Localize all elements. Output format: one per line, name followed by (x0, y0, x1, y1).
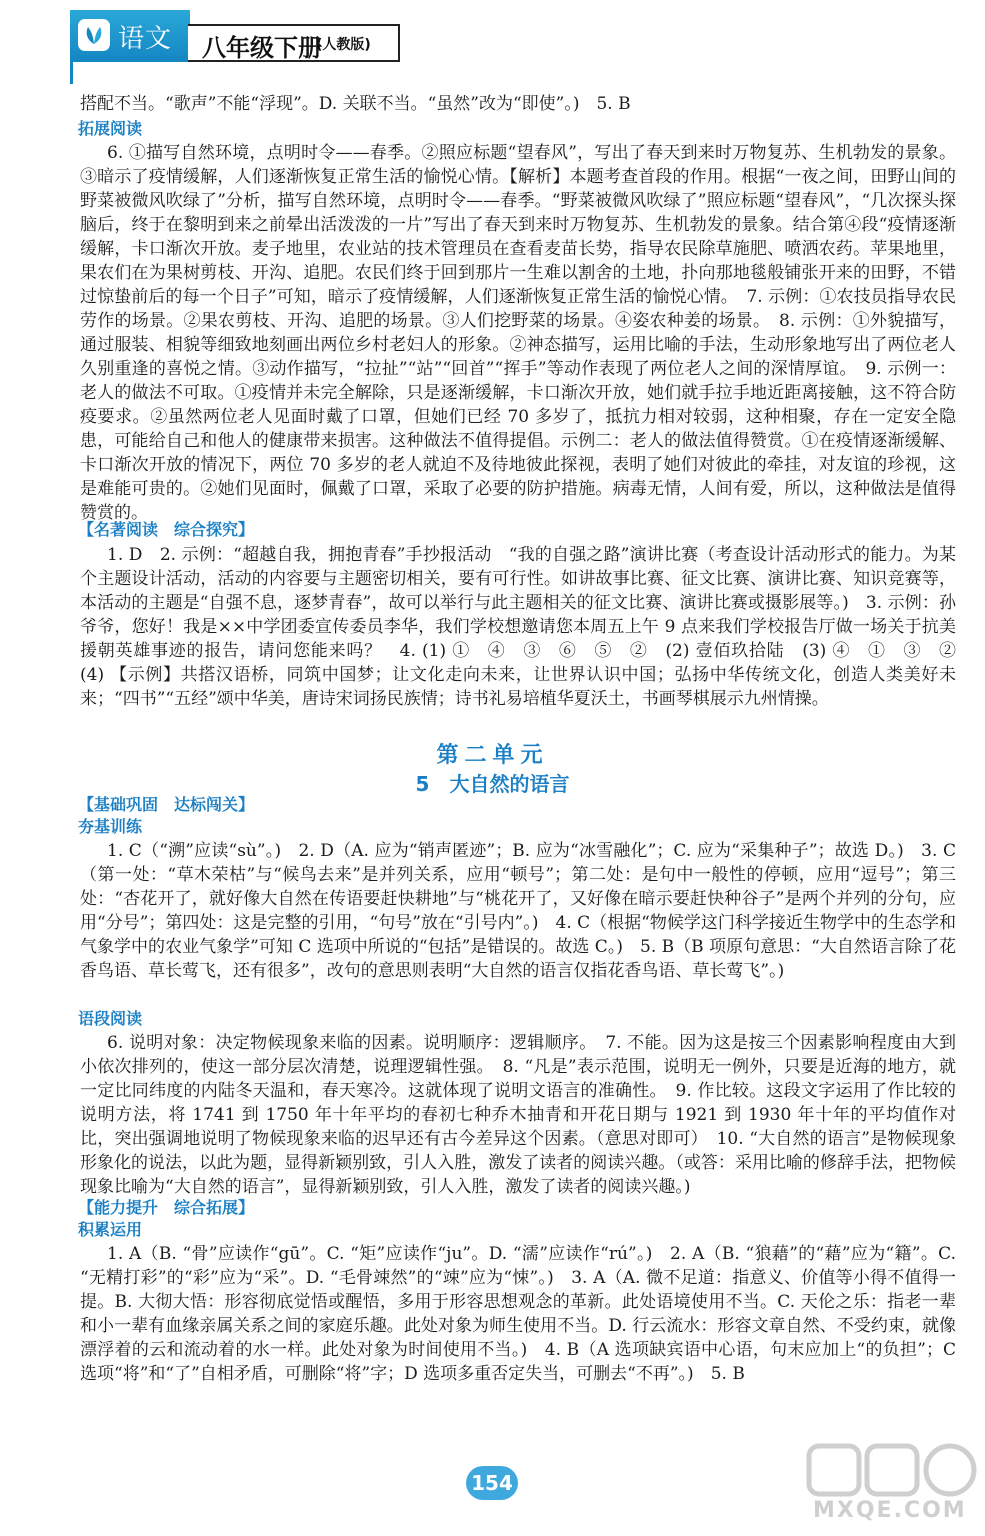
section-label-passage-reading: 语段阅读 (78, 1009, 143, 1028)
page-number: 154 (466, 1466, 518, 1500)
section-label-basics: 【基础巩固 达标闯关】 (78, 795, 255, 814)
watermark-text: MXQE.COM (813, 1498, 967, 1523)
answer-paragraph: 搭配不当。“歌声”不能“浮现”。D. 关联不当。“虽然”改为“即使”。) 5. B (80, 94, 631, 114)
section-label-training: 夯基训练 (78, 817, 143, 836)
answer-paragraph: 1. A（B. “骨”应读作“gū”。C. “矩”应读作“ju”。D. “濡”应读作“rú”。) 2. A（B. “狼藉”的“藉”应为“籍”。C. “无精打彩”的“彩”应为“采”。D. “毛骨竦然”的“竦”应为“悚”。) 3. A（A. 微不足道：指意义、价值等小得不值得一提。B. 大彻大悟：形容彻底觉悟或醒悟，多用于形容思想观念的革新。此处语境使用不当。C. 天伦之乐：指老一辈和小一辈有血缘亲属关系之间的家庭乐趣。此处对象为师生使用不当。D. 行云流水：形容文章自然、不受约束，就像漂浮着的云和流动着的水一样。此处对象为时间使用不当。) 4. B（A 选项缺宾语中心语，句末应加上“的负担”；C 选项“将”和“了”自相矛盾，可删除“将”字；D 选项多重否定失当，可删去“不再”。) 5. B (80, 1244, 956, 1384)
section-label-accumulation: 积累运用 (78, 1220, 143, 1239)
section-label-classics-reading: 【名著阅读 综合探究】 (78, 520, 255, 539)
subject-label: 语文 (118, 24, 173, 54)
unit-title: 第二单元 (436, 743, 549, 768)
answer-paragraph: 6. ①描写自然环境，点明时令——春季。②照应标题“望春风”，写出了春天到来时万物复苏、生机勃发的景象。③暗示了疫情缓解，人们逐渐恢复正常生活的愉悦心情。【解析】本题考查首段的作用。根据“一夜之间，田野山间的野菜被微风吹绿了”分析，描写自然环境，点明时令——春季。“野菜被微风吹绿了”照应标题“望春风”，“几次探头探脑后，终于在黎明到来之前晕出活泼泼的一片”写出了春天到来时万物复苏、生机勃发的景象。结合第④段“疫情逐渐缓解，卡口渐次开放。麦子地里，农业站的技术管理员在查看麦苗长势，指导农民除草施肥、喷洒农药。苹果地里，果农们在为果树剪枝、开沟、追肥。农民们终于回到那片一生难以割舍的土地，扑向那地毯般铺张开来的田野，不错过惊蛰前后的每一个日子”可知，暗示了疫情缓解，人们逐渐恢复正常生活的愉悦心情。 7. 示例：①农技员指导农民劳作的场景。②果农剪枝、开沟、追肥的场景。③人们挖野菜的场景。④姿农种姜的场景。 8. 示例：①外貌描写，通过服装、相貌等细致地刻画出两位乡村老妇人的形象。②神态描写，运用比喻的手法，生动形象地写出了两位老人久别重逢的喜悦之情。③动作描写，“拉扯”“站”“回首”“挥手”等动作表现了两位老人之间的深情厚谊。 9. 示例一：老人的做法不可取。①疫情并未完全解除，只是逐渐缓解，卡口渐次开放，她们就手拉手地近距离接触，这不符合防疫要求。②虽然两位老人见面时戴了口罩，但她们已经 70 多岁了，抵抗力相对较弱，这种相聚，存在一定安全隐患，可能给自己和他人的健康带来损害。这种做法不值得提倡。示例二：老人的做法值得赞赏。①在疫情逐渐缓解、卡口渐次开放的情况下，两位 70 多岁的老人就迫不及待地彼此探视，表明了她们对彼此的牵挂，对友谊的珍视，这是难能可贵的。②她们见面时，佩戴了口罩，采取了必要的防护措施。病毒无情，人间有爱，所以，这种做法是值得赞赏的。 (80, 143, 956, 523)
lesson-title: 5 大自然的语言 (415, 772, 570, 796)
edition-label: (人教版) (316, 37, 371, 53)
watermark-logo-icon (805, 1440, 980, 1500)
answer-paragraph: 1. D 2. 示例：“超越自我，拥抱青春”手抄报活动 “我的自强之路”演讲比赛（考查设计活动形式的能力。为某个主题设计活动，活动的内容要与主题密切相关，要有可行性。如讲故事比赛、征文比赛、演讲比赛、知识竞赛等，本活动的主题是“自强不息，逐梦青春”，故可以举行与此主题相关的征文比赛、演讲比赛或摄影展等。) 3. 示例：孙爷爷，您好！我是××中学团委宣传委员李华，我们学校想邀请您本周五上午 9 点来我们学校报告厅做一场关于抗美援朝英雄事迹的报告，请问您能来吗？ 4. (1) ① ④ ③ ⑥ ⑤ ② (2) 壹佰玖拾陆 (3) ④ ① ③ ② (4) 【示例】共搭汉语桥，同筑中国梦；让文化走向未来，让世界认识中国；弘扬中华传统文化，创造人类美好未来；“四书”“五经”颂中华美，唐诗宋词扬民族情；诗书礼易培植华夏沃土，书画琴棋展示九州情操。 (80, 545, 973, 709)
watermark (805, 1440, 980, 1532)
section-label-ability: 【能力提升 综合拓展】 (78, 1198, 255, 1217)
answer-paragraph: 1. C（“溯”应读“sù”。) 2. D（A. 应为“销声匿迹”；B. 应为“冰雪融化”；C. 应为“采集种子”；故选 D。) 3. C（第一处：“草木荣枯”与“候鸟去来”是并列关系，应用“顿号”；第二处：是句中一般性的停顿，应用“逗号”；第三处：“杏花开了，就好像大自然在传语要赶快耕地”与“桃花开了，又好像在暗示要赶快种谷子”是两个并列的分句，应用“分号”；第四处：这是完整的引用，“句号”放在“引号内”。) 4. C（根据“物候学这门科学接近生物学中的生态学和气象学中的农业气象学”可知 C 选项中所说的“包括”是错误的。故选 C。) 5. B（B 项原句意思：“大自然语言除了花香鸟语、草长莺飞，还有很多”，改句的意思则表明“大自然的语言仅指花香鸟语、草长莺飞”。) (80, 841, 956, 981)
grade-label: 八年级下册 (202, 34, 322, 62)
section-label-extended-reading: 拓展阅读 (78, 119, 143, 138)
answer-paragraph: 6. 说明对象：决定物候现象来临的因素。说明顺序：逻辑顺序。 7. 不能。因为这是按三个因素影响程度由大到小依次排列的，使这一部分层次清楚，说理逻辑性强。 8. “凡是”表示范围，说明无一例外，只要是近海的地方，就一定比同纬度的内陆冬天温和，春天寒冷。这就体现了说明文语言的准确性。 9. 作比较。这段文字运用了作比较的说明方法，将 1741 到 1750 年十年平均的春初七种乔木抽青和开花日期与 1921 到 1930 年十年的平均值作对比，突出强调地说明了物候现象来临的迟早还有古今差异这个因素。（意思对即可） 10. “大自然的语言”是物候现象形象化的说法，以此为题，显得新颖别致，引人入胜，激发了读者的阅读兴趣。（或答：采用比喻的修辞手法，把物候现象比喻为“大自然的语言”，显得新颖别致，引人入胜，激发了读者的阅读兴趣。) (80, 1033, 956, 1197)
